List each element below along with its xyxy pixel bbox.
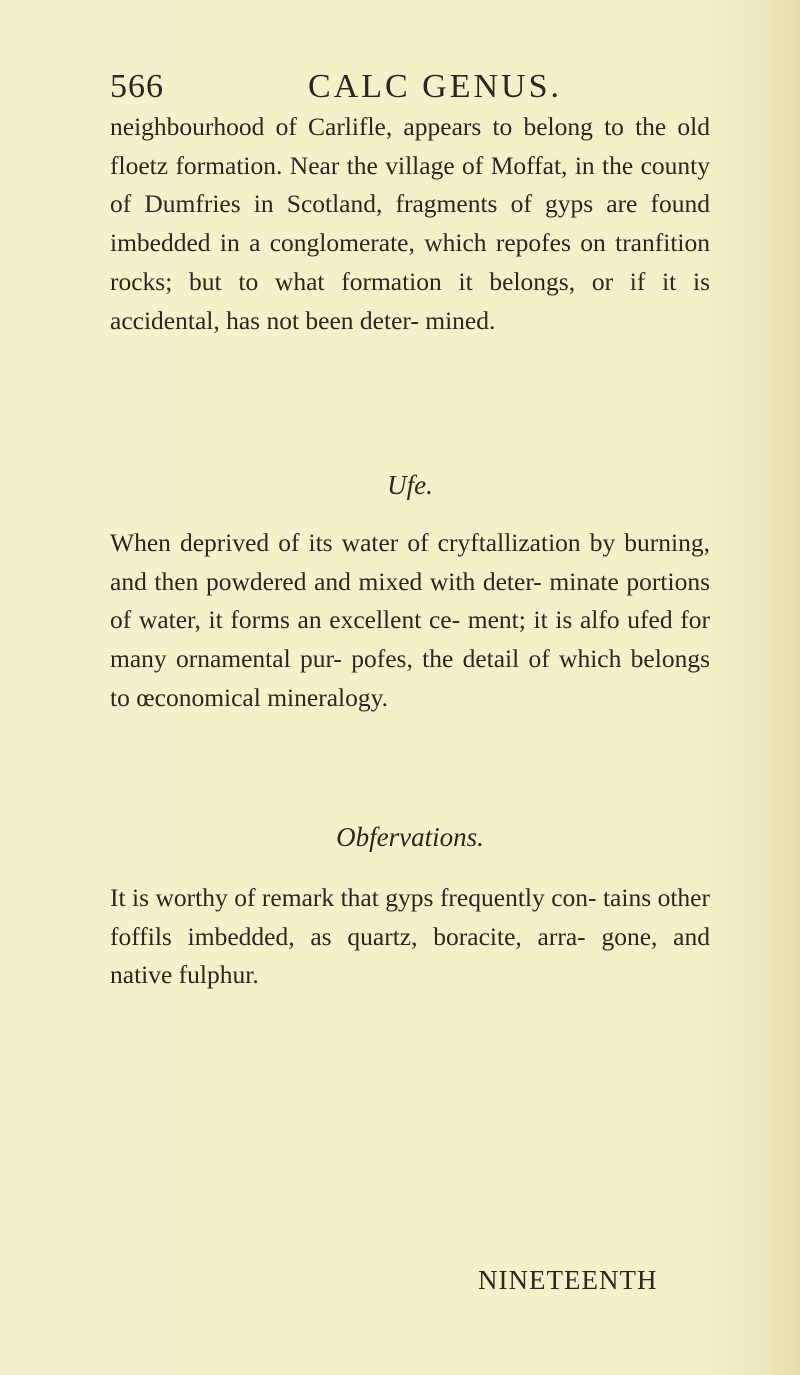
running-title: CALC GENUS. xyxy=(308,68,563,105)
heading-observations: Obfervations. xyxy=(336,822,484,852)
catchword: NINETEENTH xyxy=(478,1265,658,1295)
heading-use: Ufe. xyxy=(387,470,433,500)
page-number: 566 xyxy=(110,68,164,105)
paragraph-observations: It is worthy of remark that gyps frequently con- tains other foffils imbedded, as quartz, boracite, arra- gone, and native fulphur. xyxy=(110,883,710,990)
paragraph-use: When deprived of its water of cryftallization by burning, and then powdered and mixed with deter- minate portions of water, it forms an excellent ce- ment; it is alfo ufed for many ornamental pur- pofes, the detail of which belongs to œconomical mineralogy. xyxy=(110,528,710,712)
paragraph-intro: neighbourhood of Carlifle, appears to belong to the old floetz formation. Near the village of Moffat, in the county of Dumfries in Scotland, fragments of gyps are found imbedded in a conglomerate, which repofes on tranfition rocks; but to what formation it belongs, or if it is accidental, has not been deter- mined. xyxy=(110,112,710,335)
page-header xyxy=(110,68,710,112)
